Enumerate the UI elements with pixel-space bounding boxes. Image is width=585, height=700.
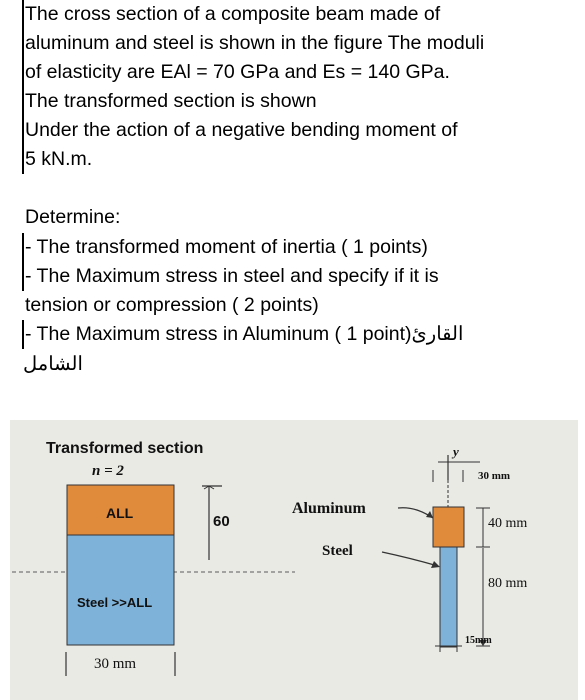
task-item-2: - The Maximum stress in steel and specify if it is xyxy=(22,262,439,291)
question-line-6: 5 kN.m. xyxy=(22,145,92,174)
question-line-4: The transformed section is shown xyxy=(22,87,317,116)
modular-ratio-label: n = 2 xyxy=(92,463,124,479)
task-item-2-continued: tension or compression ( 2 points) xyxy=(25,294,319,316)
steel-width-label: 15mm xyxy=(465,635,492,646)
beam-figure xyxy=(10,420,578,700)
steel-box-label: Steel >>ALL xyxy=(77,595,153,610)
steel-height-label: 80 mm xyxy=(488,576,528,591)
y-axis-label: y xyxy=(453,444,459,459)
question-line-3: of elasticity are EAl = 70 GPa and Es = 140 GPa. xyxy=(22,58,450,87)
all-box-label: ALL xyxy=(106,505,134,521)
height-dimension-label: 60 xyxy=(213,513,230,530)
steel-label: Steel xyxy=(322,543,353,559)
question-line-2: aluminum and steel is shown in the figure The moduli xyxy=(22,29,484,58)
determine-label: Determine: xyxy=(25,206,121,228)
width-dimension-label: 30 mm xyxy=(94,656,137,672)
aluminum-label: Aluminum xyxy=(292,500,366,517)
aluminum-flange-rect xyxy=(433,507,464,547)
figure-title: Transformed section xyxy=(46,440,204,457)
question-line-5: Under the action of a negative bending moment of xyxy=(22,116,458,145)
steel-leader-line xyxy=(382,552,438,566)
task-item-3 xyxy=(22,320,463,349)
task-item-3-text: - The Maximum stress in Aluminum ( 1 point) xyxy=(25,323,412,345)
arabic-inline-text: القارئ xyxy=(411,323,464,345)
top-width-label: 30 mm xyxy=(478,470,511,482)
steel-web-rect xyxy=(440,547,457,647)
aluminum-height-label: 40 mm xyxy=(488,516,528,531)
question-line-1: The cross section of a composite beam made of xyxy=(22,0,440,29)
transformed-steel-rect xyxy=(67,535,174,645)
arabic-line: الشامل xyxy=(23,353,83,375)
task-item-1: - The transformed moment of inertia ( 1 points) xyxy=(22,233,428,262)
